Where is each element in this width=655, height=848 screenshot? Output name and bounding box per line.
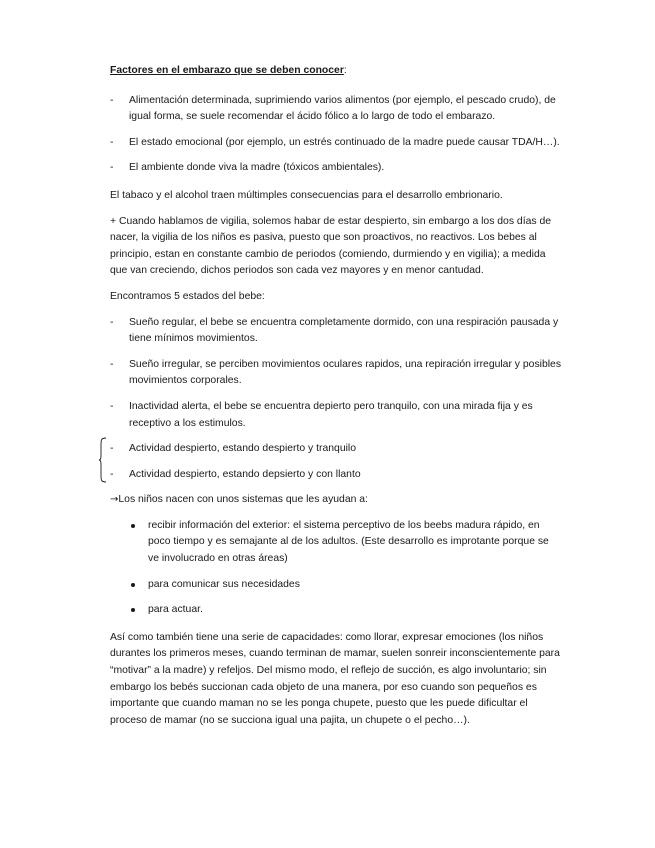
document-page [110,63,562,738]
state-item-alert-inactivity: - Inactividad alerta, el bebe se encuentra depierto pero tranquilo, con una mirada fija y es receptivo a los estimulos. [110,399,562,432]
system-item-communication: para comunicar sus necesidades [110,577,562,594]
state-item-awake-calm: - Actividad despierto, estando despierto y tranquilo [110,441,562,458]
baby-states-list [110,315,562,433]
factor-item-nutrition: - Alimentación determinada, suprimiendo varios alimentos (por ejemplo, el pescado crudo), de igual forma, se suele recomendar el ácido fólico a lo largo de todo el embarazo. [110,93,562,126]
states-intro: Encontramos 5 estados del bebe: [110,290,265,302]
right-arrow-icon: → [110,494,119,506]
system-item-perception: recibir información del exterior: el sistema perceptivo de los beebs madura rápido, en poco tiempo y es semajante al de los adultos. (Este desarrollo es improtante porque se ve involucrado en otras áreas) [110,518,562,568]
vigilia-paragraph: + Cuando hablamos de vigilia, solemos habar de estar despierto, sin embargo a los dos días de nacer, la vigilia de los niños es pasiva, puesto que son proactivos, no reactivos. Los bebes al principio, estan en constante cambio de periodos (comiendo, durmiendo y en vigilia); a medida que van creciendo, dichos periodos son cada vez mayores y en menor cantudad. [110,215,551,277]
capacities-paragraph: Así como también tiene una serie de capacidades: como llorar, expresar emociones (los niños durantes los primeros meses, cuando terminan de mamar, suelen sonreir inconscientemente para “motivar” a la madre) y refeljos. Del mismo modo, el reflejo de succión, es algo involuntario; sin embargo los bebés succionan cada objeto de una manera, por eso cuando son pequeños es importante que cuando maman no se les ponga chupete, puesto que les puede dificultar el proceso de mamar (no se succiona igual una pajita, un chupete o el pecho…). [110,631,560,726]
factor-item-emotional: - El estado emocional (por ejemplo, un estrés continuado de la madre puede causar TDA/H…). [110,135,562,152]
systems-intro-text: Los niños nacen con unos sistemas que les ayudan a: [118,494,368,506]
heading-colon: : [343,65,347,76]
systems-list [110,518,562,619]
awake-states-group [110,441,562,483]
state-item-regular-sleep: - Sueño regular, el bebe se encuentra completamente dormido, con una respiración pausada y tiene mínimos movimientos. [110,315,562,348]
section-heading [110,63,562,80]
tobacco-paragraph: El tabaco y el alcohol traen múltimples consecuencias para el desarrollo embrionario. [110,189,503,201]
systems-intro [110,492,562,509]
heading-text: Factores en el embarazo que se deben conocer [110,65,344,76]
state-item-irregular-sleep: - Sueño irregular, se perciben movimientos oculares rapidos, una repiración irregular y posibles movimientos corporales. [110,357,562,390]
factor-item-environment: - El ambiente donde viva la madre (tóxicos ambientales). [110,160,562,177]
curly-brace-icon [98,437,107,483]
pregnancy-factors-list [110,93,562,177]
state-item-awake-crying: - Actividad despierto, estando depsierto y con llanto [110,467,562,484]
system-item-action: para actuar. [110,602,562,619]
awake-states-list [110,441,562,483]
